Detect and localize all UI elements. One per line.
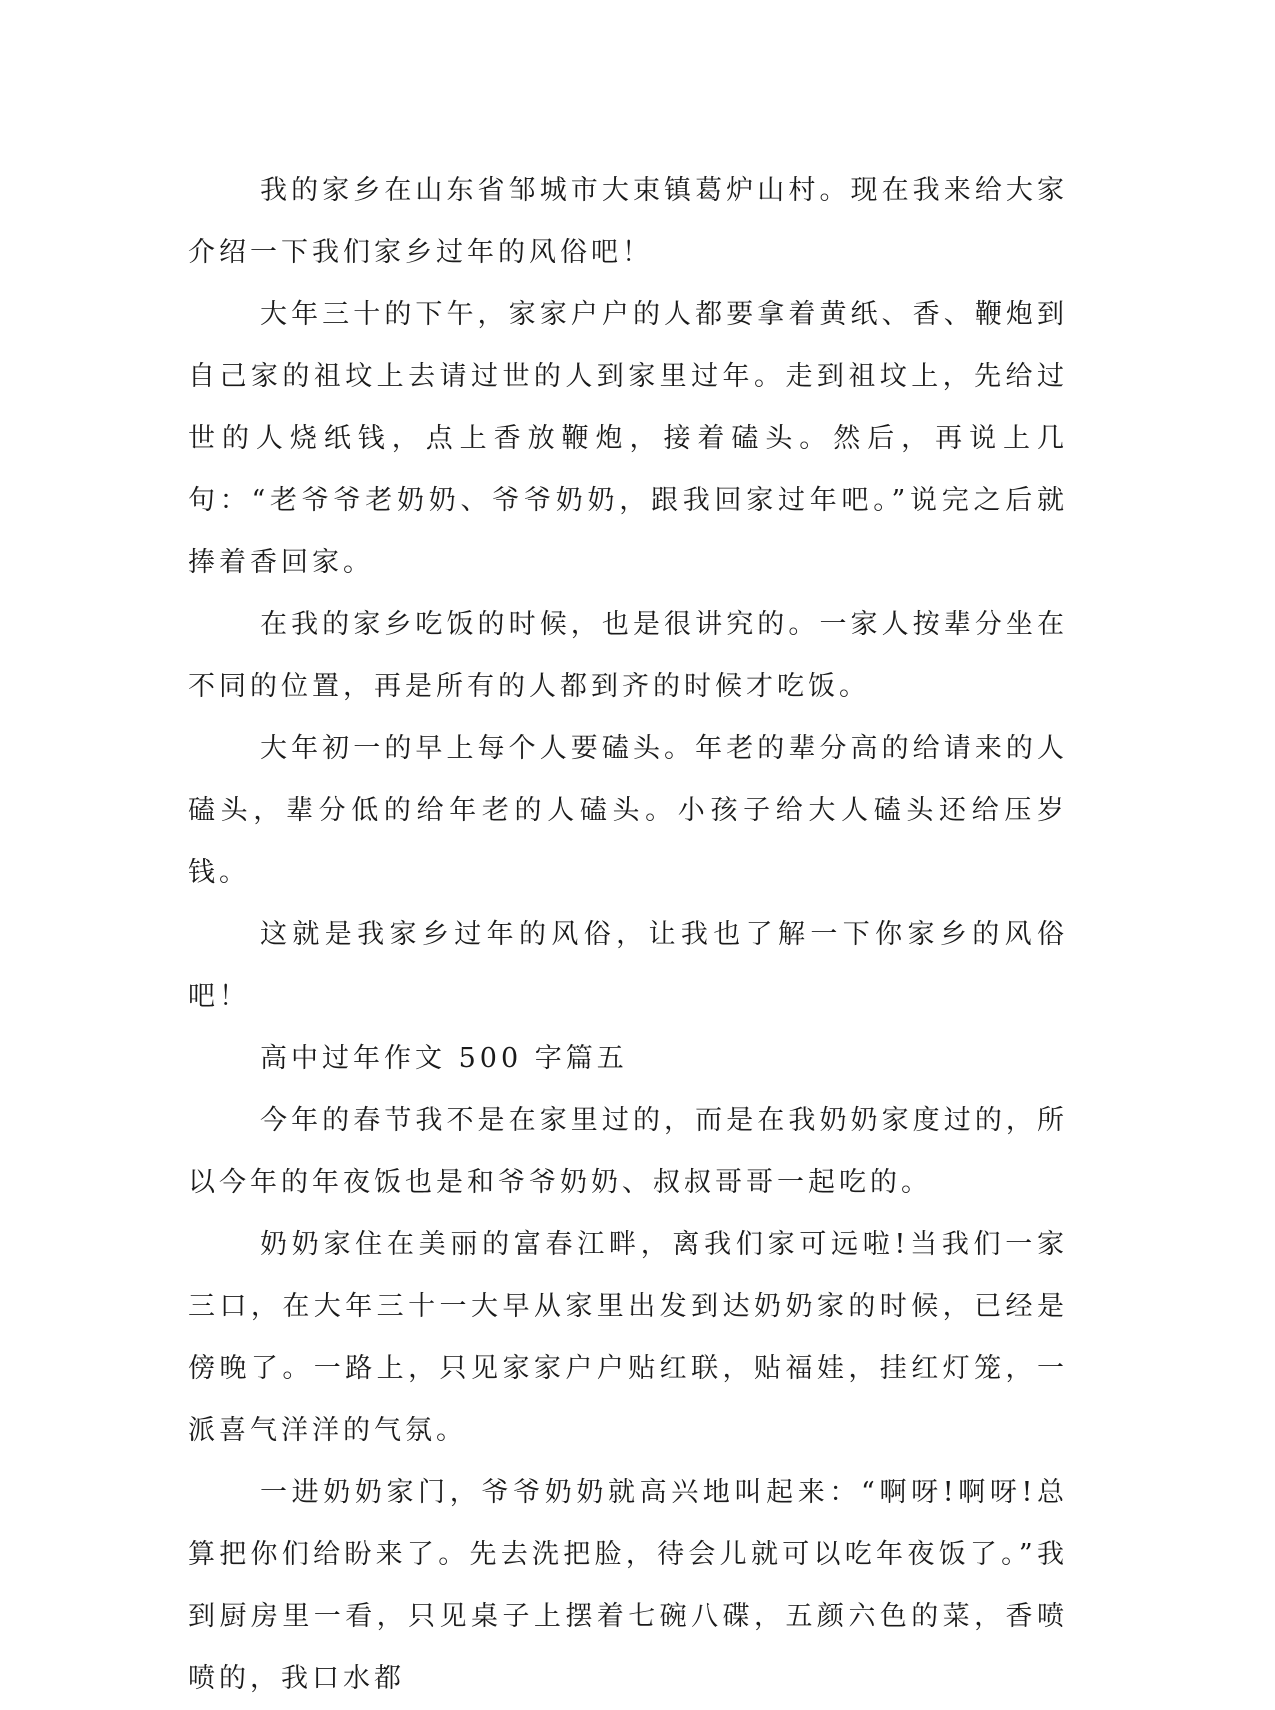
section-heading: 高中过年作文 500 字篇五 <box>260 1043 628 1074</box>
paragraph-hometown-intro: 我的家乡在山东省邹城市大束镇葛炉山村。现在我来给大家介绍一下我们家乡过年的风俗吧！ <box>188 175 1068 268</box>
paragraph-grandma-home: 奶奶家住在美丽的富春江畔，离我们家可远啦!当我们一家三口，在大年三十一大早从家里出发到达奶奶家的时候，已经是傍晚了。一路上，只见家家户户贴红联，贴福娃，挂红灯笼，一派喜气洋洋的气氛。 <box>188 1229 1068 1446</box>
paragraph-new-years-eve-ritual: 大年三十的下午，家家户户的人都要拿着黄纸、香、鞭炮到自己家的祖坟上去请过世的人到家里过年。走到祖坟上，先给过世的人烧纸钱，点上香放鞭炮，接着磕头。然后，再说上几句：“老爷爷老奶奶、爷爷奶奶，跟我回家过年吧。”说完之后就捧着香回家。 <box>188 299 1068 578</box>
paragraph-new-year-morning: 大年初一的早上每个人要磕头。年老的辈分高的给请来的人磕头，辈分低的给年老的人磕头。小孩子给大人磕头还给压岁钱。 <box>188 733 1068 888</box>
paragraph-closing: 这就是我家乡过年的风俗，让我也了解一下你家乡的风俗吧！ <box>188 919 1068 1012</box>
paragraph-dining-custom: 在我的家乡吃饭的时候，也是很讲究的。一家人按辈分坐在不同的位置，再是所有的人都到齐的时候才吃饭。 <box>188 609 1068 702</box>
paragraph-arrival-dinner: 一进奶奶家门，爷爷奶奶就高兴地叫起来：“啊呀!啊呀!总算把你们给盼来了。先去洗把脸，待会儿就可以吃年夜饭了。”我到厨房里一看，只见桌子上摆着七碗八碟，五颜六色的菜，香喷喷的，我口水都 <box>188 1477 1068 1694</box>
document-body <box>188 160 1068 1710</box>
paragraph-spring-festival: 今年的春节我不是在家里过的，而是在我奶奶家度过的，所以今年的年夜饭也是和爷爷奶奶、叔叔哥哥一起吃的。 <box>188 1105 1068 1198</box>
